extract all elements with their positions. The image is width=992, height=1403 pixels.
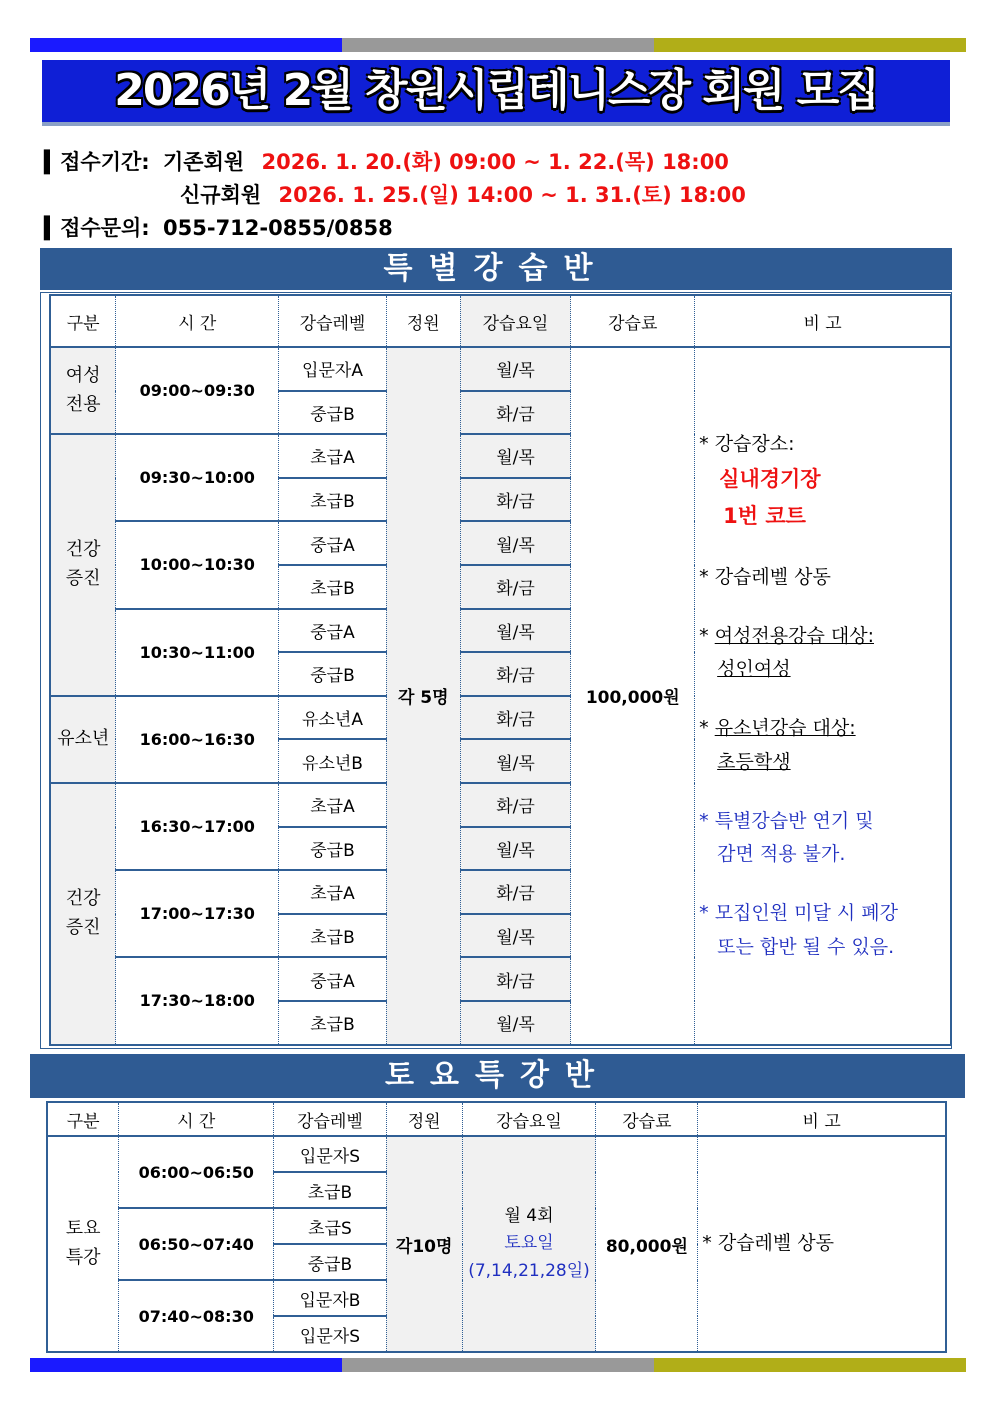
level-cell: 중급A: [279, 609, 387, 653]
days-cell: 화/금: [460, 652, 571, 696]
days-cell: 화/금: [460, 783, 571, 827]
days-cell: 화/금: [460, 696, 571, 740]
days-cell: 월/목: [460, 521, 571, 565]
level-cell: 초급B: [279, 1001, 387, 1045]
header-note: 비 고: [695, 295, 951, 347]
header-category: 구분: [47, 1102, 119, 1136]
page-title: 2026년 2월 창원시립테니스장 회원 모집: [42, 60, 950, 126]
new-label: 신규회원: [180, 183, 262, 207]
saturday-class-table: [46, 1101, 947, 1353]
header-time: 시 간: [116, 295, 279, 347]
note-cell: * 강습레벨 상동: [698, 1136, 946, 1352]
level-cell: 중급B: [274, 1244, 387, 1280]
special-section-title: 특별강습반: [40, 248, 952, 290]
days-line2: 토요일: [504, 1233, 554, 1254]
level-cell: 입문자S: [274, 1136, 387, 1172]
note-blue1a: * 특별강습반 연기 및: [699, 809, 874, 832]
level-cell: 초급B: [279, 565, 387, 609]
days-cell: 화/금: [460, 565, 571, 609]
table-row: [47, 1136, 946, 1172]
note-place-label: * 강습장소:: [699, 432, 795, 455]
contact-label: ▍접수문의:: [44, 216, 150, 240]
note-women: * 여성전용강습 대상:: [699, 624, 874, 647]
time-cell: 09:00~09:30: [116, 347, 279, 434]
level-cell: 초급B: [279, 478, 387, 522]
header-capacity: 정원: [386, 1102, 462, 1136]
level-cell: 유소년B: [279, 739, 387, 783]
header-fee: 강습료: [596, 1102, 698, 1136]
days-cell: 월/목: [460, 609, 571, 653]
header-capacity: 정원: [386, 295, 460, 347]
days-line3: (7,14,21,28일): [468, 1260, 590, 1281]
level-cell: 초급A: [279, 434, 387, 478]
time-cell: 16:30~17:00: [116, 783, 279, 870]
level-cell: 중급A: [279, 957, 387, 1001]
note-place-value1: 실내경기장: [719, 467, 821, 491]
note-blue1b: 감면 적용 불가.: [717, 843, 846, 865]
level-cell: 유소년A: [279, 696, 387, 740]
existing-label: 기존회원: [163, 150, 245, 174]
time-cell: 17:30~18:00: [116, 957, 279, 1044]
category-cell: 유소년: [50, 696, 116, 783]
note-blue2b: 또는 합반 될 수 있음.: [717, 935, 895, 958]
header-note: 비 고: [698, 1102, 946, 1136]
capacity-cell: 각 5명: [386, 347, 460, 1045]
note-place-value2: 1번 코트: [723, 503, 806, 528]
days-cell: 월/목: [460, 739, 571, 783]
new-period: 2026. 1. 25.(일) 14:00 ~ 1. 31.(토) 18:00: [278, 183, 746, 207]
header-level: 강습레벨: [274, 1102, 387, 1136]
category-cell: 여성 전용: [50, 347, 116, 434]
note-women-label: 여성전용강습 대상:: [714, 624, 874, 647]
level-cell: 중급B: [279, 391, 387, 435]
level-cell: 초급B: [274, 1172, 387, 1208]
header-time: 시 간: [119, 1102, 274, 1136]
level-cell: 중급B: [279, 652, 387, 696]
special-class-table: [49, 294, 952, 1046]
existing-period: 2026. 1. 20.(화) 09:00 ~ 1. 22.(목) 18:00: [261, 150, 729, 174]
level-cell: 초급S: [274, 1208, 387, 1244]
capacity-cell: 각10명: [386, 1136, 462, 1352]
time-cell: 07:40~08:30: [119, 1280, 274, 1352]
bottom-color-bar: [30, 1358, 966, 1372]
level-cell: 입문자A: [279, 347, 387, 391]
time-cell: 06:50~07:40: [119, 1208, 274, 1280]
level-cell: 중급B: [279, 827, 387, 871]
note-level: * 강습레벨 상동: [699, 565, 831, 588]
reception-period: [44, 146, 729, 176]
table-row: [50, 347, 951, 391]
fee-cell: 100,000원: [571, 347, 695, 1045]
top-color-bar: [30, 38, 966, 52]
fee-cell: 80,000원: [596, 1136, 698, 1352]
days-cell: 월/목: [460, 434, 571, 478]
days-cell: 월/목: [460, 347, 571, 391]
header-fee: 강습료: [571, 295, 695, 347]
time-cell: 10:30~11:00: [116, 609, 279, 696]
days-cell: [462, 1136, 596, 1352]
reception-contact: [44, 212, 393, 242]
days-cell: 화/금: [460, 957, 571, 1001]
days-line1: 월 4회: [504, 1206, 554, 1227]
level-cell: 중급A: [279, 521, 387, 565]
category-cell: 건강 증진: [50, 783, 116, 1045]
notes-cell: [695, 347, 951, 1045]
time-cell: 16:00~16:30: [116, 696, 279, 783]
days-cell: 월/목: [460, 1001, 571, 1045]
table-header-row: [50, 295, 951, 347]
category-cell: 토요 특강: [65, 1218, 101, 1268]
table-header-row: [47, 1102, 946, 1136]
note-women-value: 성인여성: [717, 658, 791, 680]
time-cell: 10:00~10:30: [116, 521, 279, 608]
category-cell: 건강 증진: [50, 434, 116, 696]
note-youth-label: 유소년강습 대상:: [714, 717, 856, 740]
header-days: 강습요일: [462, 1102, 596, 1136]
days-cell: 월/목: [460, 914, 571, 958]
level-cell: 초급A: [279, 870, 387, 914]
time-cell: 06:00~06:50: [119, 1136, 274, 1208]
period-label: ▍접수기간:: [44, 150, 150, 174]
time-cell: 17:00~17:30: [116, 870, 279, 957]
time-cell: 09:30~10:00: [116, 434, 279, 521]
contact-phone: 055-712-0855/0858: [163, 216, 393, 240]
note-blue2a: * 모집인원 미달 시 폐강: [699, 902, 899, 925]
days-cell: 화/금: [460, 870, 571, 914]
level-cell: 입문자S: [274, 1316, 387, 1352]
days-cell: 월/목: [460, 827, 571, 871]
level-cell: 초급A: [279, 783, 387, 827]
level-cell: 초급B: [279, 914, 387, 958]
header-days: 강습요일: [460, 295, 571, 347]
note-youth-value: 초등학생: [717, 750, 791, 773]
header-category: 구분: [50, 295, 116, 347]
days-cell: 화/금: [460, 391, 571, 435]
reception-new: [180, 179, 746, 209]
saturday-section-title: 토요특강반: [30, 1054, 965, 1098]
header-level: 강습레벨: [279, 295, 387, 347]
level-cell: 입문자B: [274, 1280, 387, 1316]
days-cell: 화/금: [460, 478, 571, 522]
note-youth: * 유소년강습 대상:: [699, 717, 856, 740]
